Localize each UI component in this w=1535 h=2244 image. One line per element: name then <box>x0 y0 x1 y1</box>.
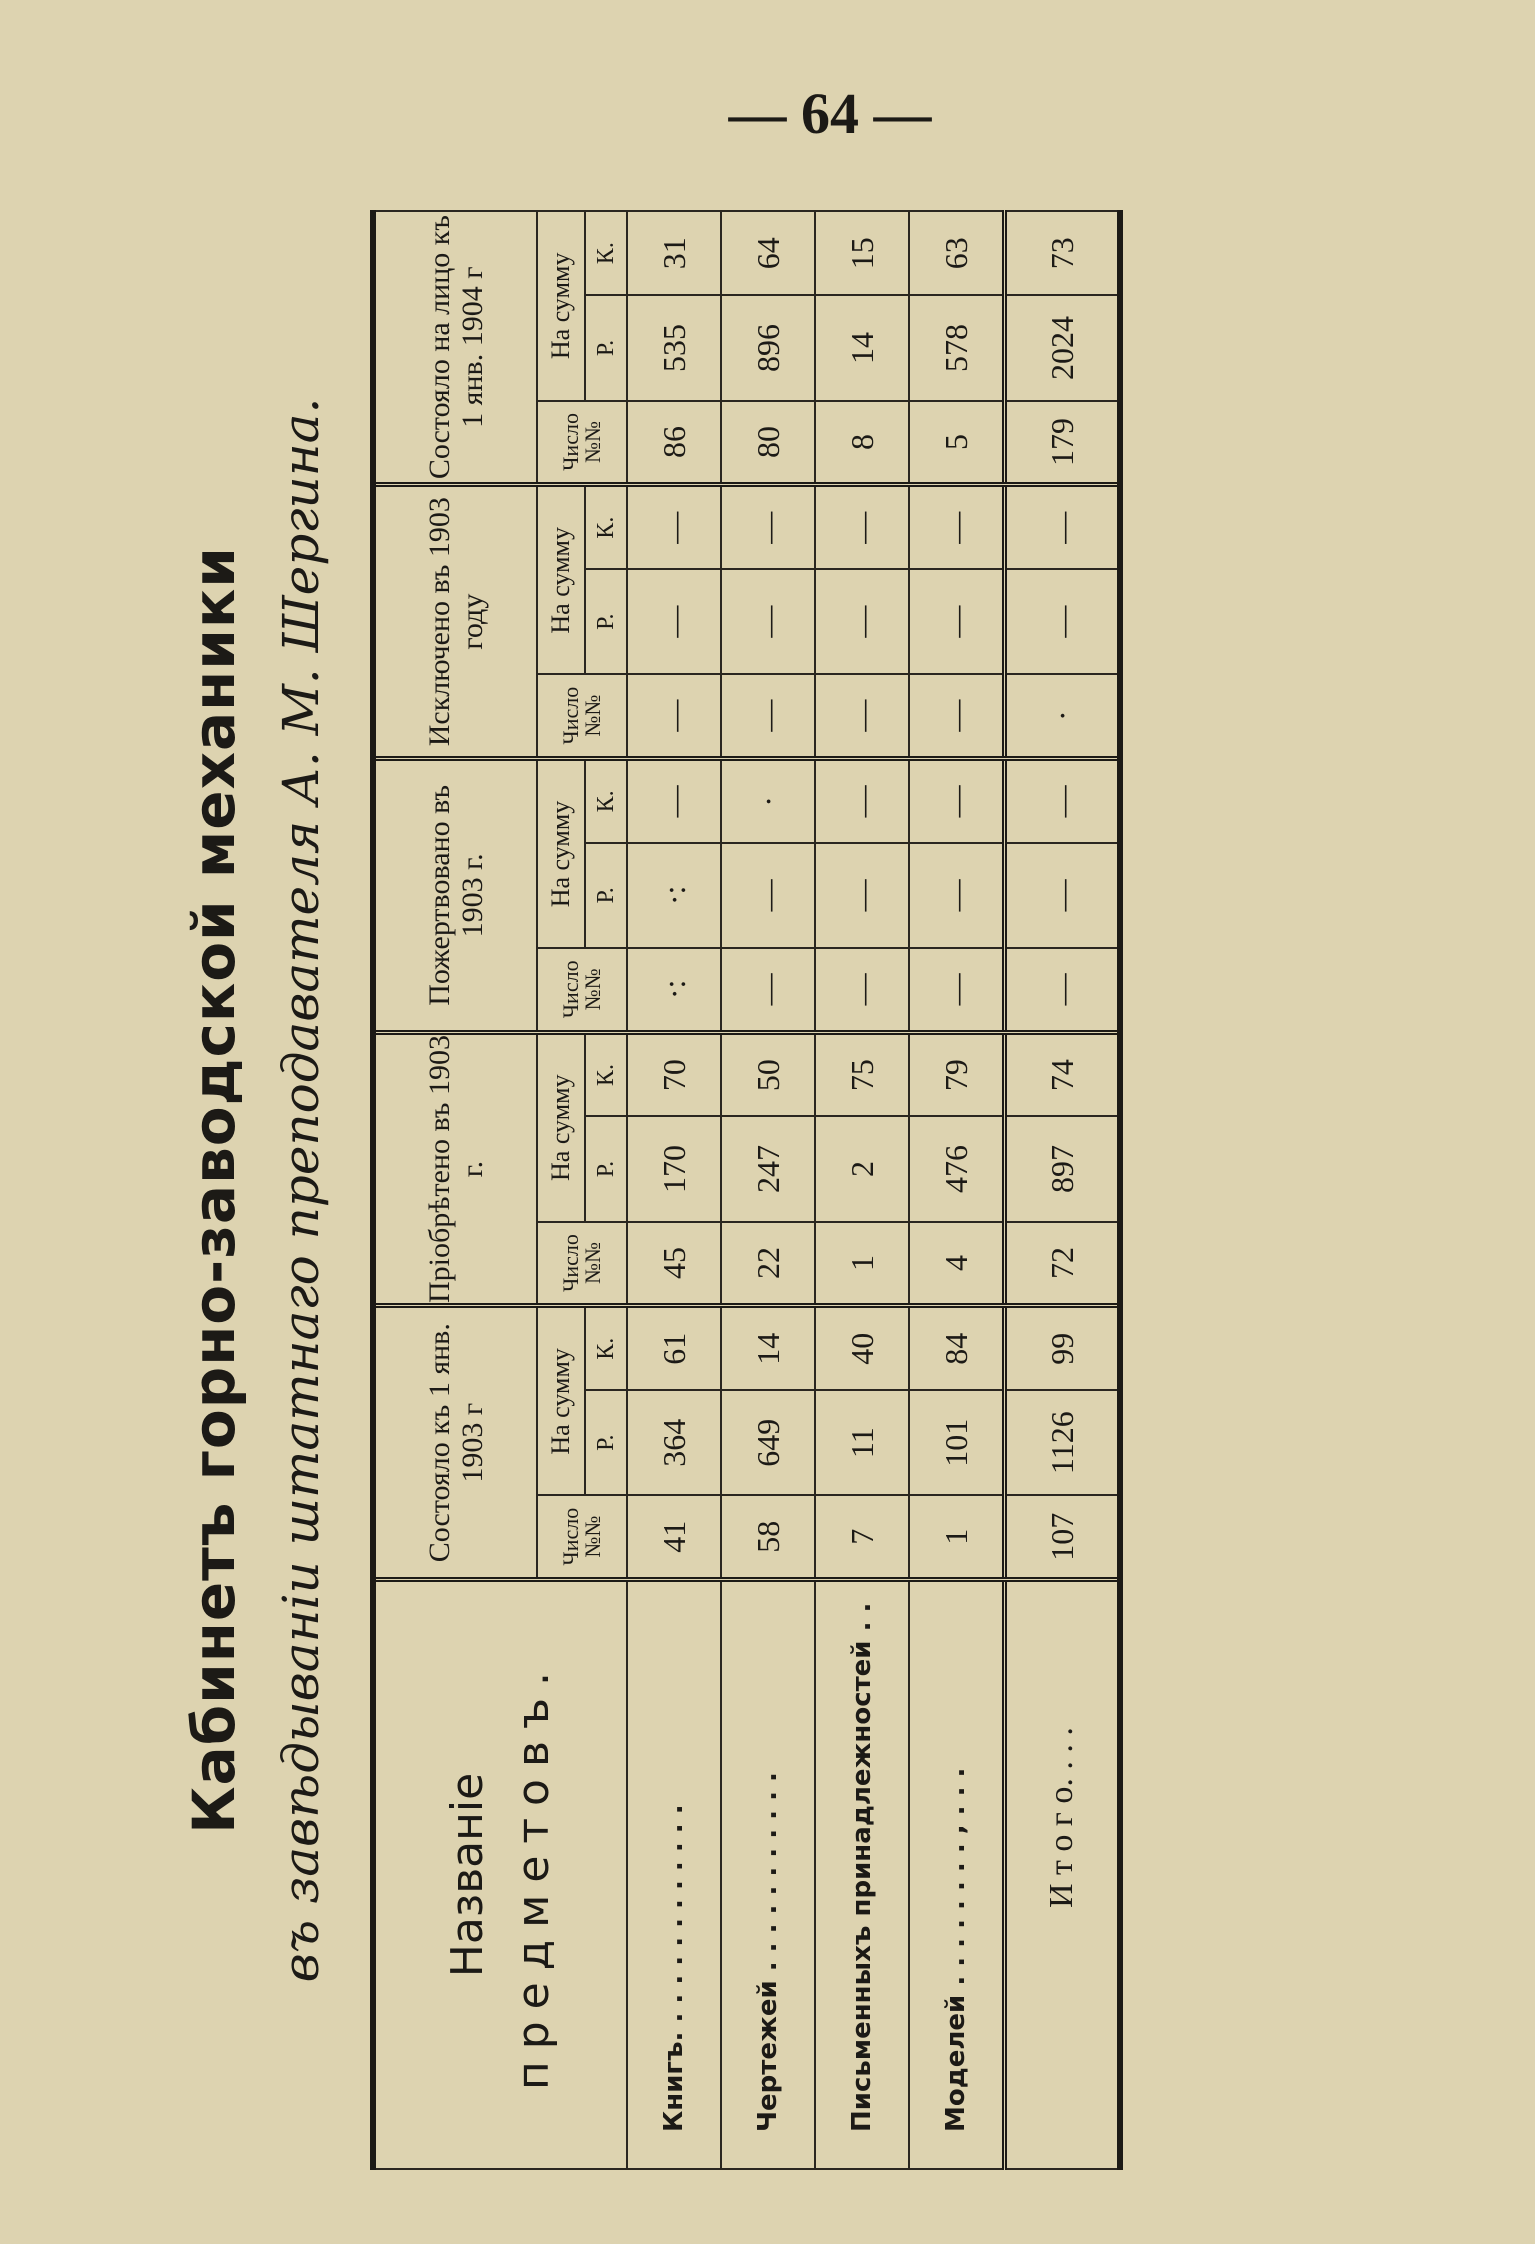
cell: 5 <box>909 401 1005 485</box>
count-header: Число №№ <box>537 1495 627 1579</box>
group-header: Исключено въ 1903 году <box>373 485 537 759</box>
cell: 14 <box>815 295 909 400</box>
table-row <box>815 211 909 2169</box>
kop-header: К. <box>585 1032 627 1116</box>
cell: — <box>1005 759 1121 843</box>
rub-header: Р. <box>585 295 627 400</box>
kop-header: К. <box>585 1306 627 1390</box>
cell: — <box>1005 948 1121 1032</box>
cell: 70 <box>627 1032 721 1116</box>
row-name: Чертежей . . . . . . . . . . . <box>721 1580 815 2169</box>
total-row <box>1005 211 1121 2169</box>
group-header: Состояло къ 1 янв. 1903 г <box>373 1306 537 1580</box>
cell: 31 <box>627 211 721 295</box>
cell: 1 <box>909 1495 1005 1579</box>
group-header: Состояло на лицо къ 1 янв. 1904 г <box>373 211 537 485</box>
cell: — <box>721 948 815 1032</box>
cell: 40 <box>815 1306 909 1390</box>
cell: — <box>909 843 1005 948</box>
rotated-content <box>180 200 1480 2180</box>
cell: — <box>627 569 721 674</box>
cell: — <box>909 674 1005 758</box>
cell: 170 <box>627 1116 721 1221</box>
cell: 79 <box>909 1032 1005 1116</box>
cell: 247 <box>721 1116 815 1221</box>
table-row <box>627 211 721 2169</box>
inventory-table <box>370 210 1123 2170</box>
cell: 2 <box>815 1116 909 1221</box>
rub-header: Р. <box>585 1390 627 1495</box>
cell: — <box>909 485 1005 569</box>
cell: 4 <box>909 1222 1005 1306</box>
cell: — <box>1005 485 1121 569</box>
cell: 364 <box>627 1390 721 1495</box>
cell: · <box>1005 674 1121 758</box>
cell: 896 <box>721 295 815 400</box>
sum-header: На сумму <box>537 211 585 401</box>
cell: 14 <box>721 1306 815 1390</box>
cell: — <box>721 569 815 674</box>
count-header: Число №№ <box>537 401 627 485</box>
cell: · <box>721 759 815 843</box>
sum-header: На сумму <box>537 1032 585 1221</box>
cell: 64 <box>721 211 815 295</box>
cell: — <box>815 843 909 948</box>
cell: 41 <box>627 1495 721 1579</box>
cell: — <box>627 759 721 843</box>
name-column-header <box>373 1580 627 2169</box>
sum-header: На сумму <box>537 759 585 948</box>
cell: — <box>1005 569 1121 674</box>
row-name: Письменныхъ принадлежностей . . <box>815 1580 909 2169</box>
group-header: Пріобрѣтено въ 1903 г. <box>373 1032 537 1306</box>
cell: 179 <box>1005 401 1121 485</box>
group-header: Пожертвовано въ 1903 г. <box>373 759 537 1033</box>
count-header: Число №№ <box>537 948 627 1032</box>
cell: 1126 <box>1005 1390 1121 1495</box>
cell: 476 <box>909 1116 1005 1221</box>
kop-header: К. <box>585 485 627 569</box>
cell: 80 <box>721 401 815 485</box>
cell: 72 <box>1005 1222 1121 1306</box>
cell: 84 <box>909 1306 1005 1390</box>
row-name: Моделей . . . . . . . . , . . . <box>909 1580 1005 2169</box>
rub-header: Р. <box>585 569 627 674</box>
cell: 101 <box>909 1390 1005 1495</box>
cell: — <box>721 485 815 569</box>
cell: — <box>721 843 815 948</box>
kop-header: К. <box>585 759 627 843</box>
cell: 50 <box>721 1032 815 1116</box>
cell: — <box>909 569 1005 674</box>
cell: 1 <box>815 1222 909 1306</box>
document-title: Кабинетъ горно-заводской механики <box>180 546 248 1834</box>
name-header-line1: Названіе <box>442 1772 493 1978</box>
cell: — <box>815 569 909 674</box>
count-header: Число №№ <box>537 1222 627 1306</box>
cell: 8 <box>815 401 909 485</box>
cell: — <box>815 485 909 569</box>
cell: — <box>627 485 721 569</box>
table-row <box>909 211 1005 2169</box>
cell: 74 <box>1005 1032 1121 1116</box>
cell: 75 <box>815 1032 909 1116</box>
cell: 73 <box>1005 211 1121 295</box>
cell: 2024 <box>1005 295 1121 400</box>
page-number: — 64 — <box>728 81 932 146</box>
cell: 107 <box>1005 1495 1121 1579</box>
rub-header: Р. <box>585 843 627 948</box>
cell: 86 <box>627 401 721 485</box>
cell: — <box>909 948 1005 1032</box>
cell: — <box>815 759 909 843</box>
cell: 22 <box>721 1222 815 1306</box>
cell: 58 <box>721 1495 815 1579</box>
rub-header: Р. <box>585 1116 627 1221</box>
cell: 7 <box>815 1495 909 1579</box>
cell: — <box>909 759 1005 843</box>
cell: — <box>627 674 721 758</box>
row-name: Книгъ. . . . . . . . . . . . . <box>627 1580 721 2169</box>
cell: 897 <box>1005 1116 1121 1221</box>
cell: 45 <box>627 1222 721 1306</box>
cell: ·: <box>627 843 721 948</box>
total-label: И т о г о. . . . <box>1005 1580 1121 2169</box>
cell: 15 <box>815 211 909 295</box>
sum-header: На сумму <box>537 485 585 674</box>
table-row <box>721 211 815 2169</box>
cell: 99 <box>1005 1306 1121 1390</box>
sum-header: На сумму <box>537 1306 585 1495</box>
cell: — <box>815 674 909 758</box>
name-header-line2: предметовъ. <box>508 1660 559 2091</box>
cell: — <box>1005 843 1121 948</box>
cell: 535 <box>627 295 721 400</box>
count-header: Число №№ <box>537 674 627 758</box>
cell: 649 <box>721 1390 815 1495</box>
cell: 11 <box>815 1390 909 1495</box>
cell: 63 <box>909 211 1005 295</box>
cell: ·: <box>627 948 721 1032</box>
cell: — <box>815 948 909 1032</box>
cell: 578 <box>909 295 1005 400</box>
cell: — <box>721 674 815 758</box>
kop-header: К. <box>585 211 627 295</box>
cell: 61 <box>627 1306 721 1390</box>
document-subtitle: въ завѣдываніи штатнаго преподавателя А. М. Шергина. <box>272 397 330 1983</box>
